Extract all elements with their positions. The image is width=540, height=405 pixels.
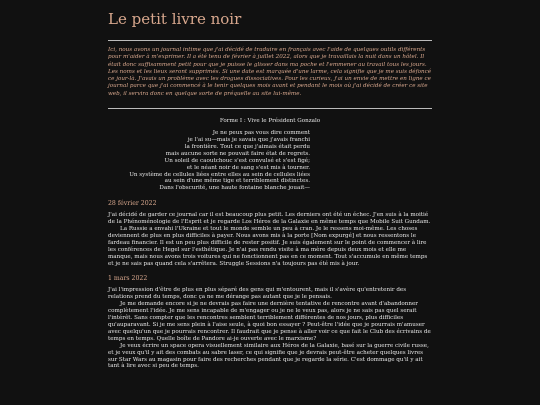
- poem-line: Je ne peux pas vous dire comment: [212, 130, 310, 137]
- poem-line: la frontière. Tout ce que j'aimais était perdu: [184, 143, 310, 150]
- entry-paragraph: Je veux écrire un space opera visuellement similaire aux Héros de la Galaxie, basé sur la guerre civile russe, et je veux qu'il y ait des combats au sabre laser, ce qui signifie que je devrais peut-être acheter quelques livres sur Star Wars au magasin pour faire des recherches pendant que je regarde la série. C'est dommage qu'il y ait tant à lire avec si peu de temps.: [108, 342, 429, 370]
- poem-title: Forme I : Vive le Président Gonzalo: [219, 118, 321, 125]
- entry-paragraph: Je me demande encore si je ne devrais pas faire une dernière tentative de rencontre avant d'abandonner complètement l'idée. Je me sens incapable de m'engager ou je ne le veux pas, alors je ne sais pas quel serait l'intérêt. Sans compter que les rencontres semblent terriblement différentes de nos jours, plus difficiles qu'auparavant. Si je me sens plein à l'aise seule, à quoi bon essayer ? Peut-être l'idée que je pourrais m'amuser avec quelqu'un que je pourrais rencontrer. Il faudrait que je pense à aller voir ce que fait le Club des écrivains de temps en temps. Quelle boîte de Pandore ai-je ouverte avec le marxisme?: [108, 301, 431, 342]
- intro-text: Ici, nous avons un journal intime que j'ai décidé de traduire en français avec l'aide de quelques outils différents pour m'aider à m'exprimer. Il a été tenu de février à juillet 2022, alors que je travaillais la nuit dans un hôtel. Il était donc suffisamment petit pour que je puisse le glisser dans ma poche et l'emmener au travail tous les jours. Les noms et les lieux seront supprimés. Si une date est marquée d'une larme, cela signifie que je me suis défoncé ce jour-là. J'avais un problème avec les drogues dissociatives. Pour les curieux, j'ai un envie de mettre en ligne ce journal parce que j'ai commencé à le tenir quelques mois avant et pendant le mois où j'ai décidé de créer ce site web, il servira donc en quelque sorte de préquelle au site lui-même.: [108, 47, 432, 97]
- poem-line: au sein d'une même tige et terriblement distinctes.: [164, 178, 310, 185]
- poem-line: Un soleil de caoutchouc s'est convulsé et s'est figé;: [164, 157, 310, 164]
- poem-line: Un système de cellules liées entre elles au sein de cellules liées: [129, 171, 310, 178]
- poem-line: mais aucune sorte ne pouvait faire état de regrets.: [165, 150, 310, 157]
- entry-date: 28 février 2022: [108, 200, 157, 208]
- journal-entry: [108, 275, 432, 370]
- entry-paragraph: J'ai décidé de garder ce journal car il est beaucoup plus petit. Les derniers ont été un échec. J'en suis à la moitié de la Phénoménologie de l'Esprit et je regarde Los Héros de la Galaxie en même temps que Mobile Suit Gundam.: [108, 212, 431, 226]
- poem-line: et le néant noir de sang s'est mis à tourner.: [186, 164, 310, 171]
- poem: [108, 130, 432, 192]
- page-title: Le petit livre noir: [108, 10, 242, 28]
- entry-paragraph: J'ai l'impression d'être de plus en plus séparé des gens qui m'entourent, mais il s'avère qu'entretenir des relations prend du temps, donc ça ne me dérange pas autant que je le pensais.: [108, 287, 407, 301]
- entry-date: 1 mars 2022: [108, 275, 148, 283]
- entry-paragraph: La Russie a envahi l'Ukraine et tout le monde semble un peu à cran. Je le ressens moi-même. Les choses deviennent de plus en plus difficiles à payer. Nous avons mis à la porte [Nom expurgé] et nous ressentons le fardeau financier. Il est un peu plus difficile de rester positif. Je suis également sur le point de commencer à lire les conférences de Hegel sur l'esthétique. Je n'ai pas rendu visite à ma mère depuis deux mois et elle me manque, mais nous avons trois voitures qui ne fonctionnent pas en ce moment. Tout s'accumule en même temps et je ne sais pas quand cela s'arrêtera. Struggle Sessions n'a toujours pas été mis à jour.: [108, 226, 428, 267]
- poem-line: Dans l'obscurité, une haute fontaine blanche jouait—: [159, 185, 310, 192]
- journal-entry: [108, 200, 432, 267]
- intro-divider: [108, 108, 432, 109]
- poem-line: je l'ai su—mais je savais que j'avais franchi: [187, 136, 310, 143]
- top-divider: [108, 40, 432, 41]
